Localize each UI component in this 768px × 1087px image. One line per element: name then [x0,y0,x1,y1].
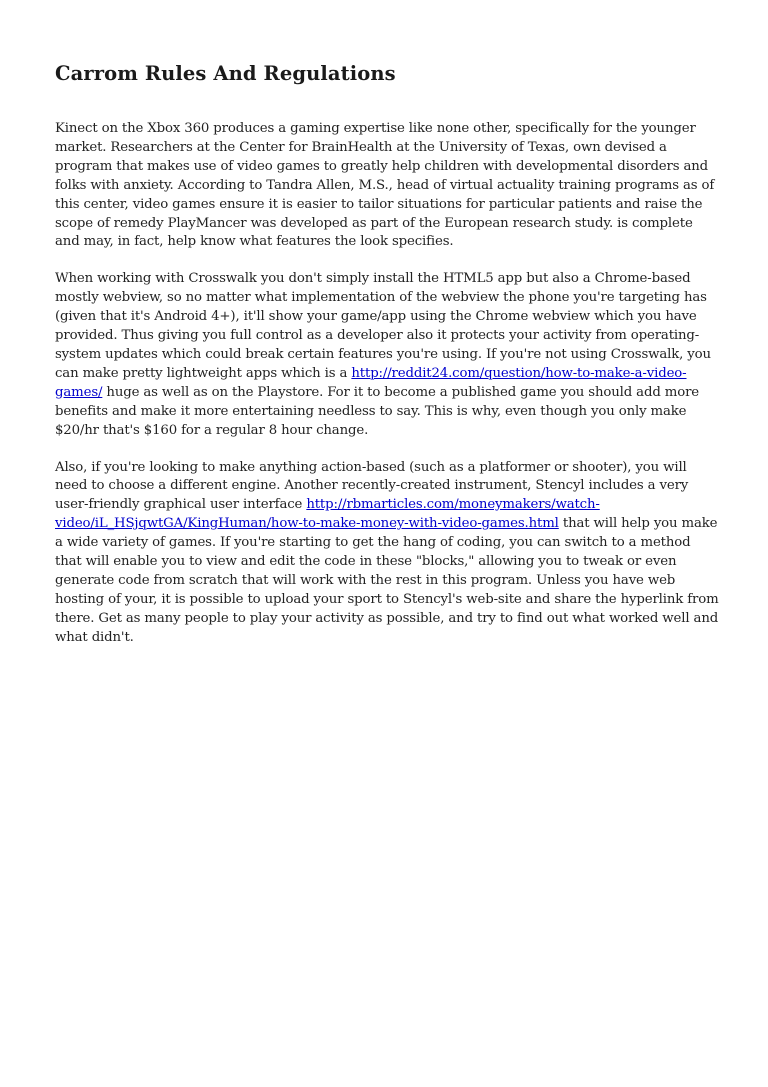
rbmarticles-link[interactable]: http://rbmarticles.com/moneymakers/watch-video/iL_HSjqwtGA/KingHuman/how-to-make-money-with-video-games.html [55,497,600,532]
paragraph-crosswalk-text-before: When working with Crosswalk you don't simply install the HTML5 app but also a Chrome-based mostly webview, so no matter what implementation of the webview the phone you're targeting has (given that it's Android 4+), it'll show your game/app using the Chrome webview which you have provided. Thus giving you full control as a developer also it protects your activity from operating-system updates which could break certain features you're using. If you're not using Crosswalk, you can make pretty lightweight apps which is a [55,271,711,381]
document-content [55,58,719,648]
paragraph-stencyl [55,459,719,648]
reddit24-link[interactable]: http://reddit24.com/question/how-to-make-a-video-games/ [55,365,687,400]
paragraph-crosswalk-text-after: huge as well as on the Playstore. For it to become a published game you should add more benefits and make it more entertaining needless to say. This is why, even though you only make $20/hr that's $160 for a regular 8 hour change. [55,384,699,438]
paragraph-stencyl-text-after: that will help you make a wide variety of games. If you're starting to get the hang of coding, you can switch to a method that will enable you to view and edit the code in these "blocks," allowing you to tweak or even generate code from scratch that will work with the rest in this program. Unless you have web hosting of your, it is possible to upload your sport to Stencyl's web-site and share the hyperlink from there. Get as many people to play your activity as possible, and try to find out what worked well and what didn't. [55,516,719,645]
paragraph-kinect [55,120,719,252]
paragraph-crosswalk [55,270,719,440]
paragraph-kinect-text: Kinect on the Xbox 360 produces a gaming expertise like none other, specifically for the younger market. Researchers at the Center for BrainHealth at the University of Texas, own devised a program that makes use of video games to greatly help children with developmental disorders and folks with anxiety. According to Tandra Allen, M.S., head of virtual actuality training programs as of this center, video games ensure it is easier to tailor situations for particular patients and raise the scope of remedy PlayMancer was developed as part of the European research study. is complete and may, in fact, help know what features the look specifies. [55,121,715,250]
page-title: Carrom Rules And Regulations [55,62,396,85]
paragraph-stencyl-text-before: Also, if you're looking to make anything action-based (such as a platformer or shooter), you will need to choose a different engine. Another recently-created instrument, Stencyl includes a very user-friendly graphical user interface [55,459,689,513]
